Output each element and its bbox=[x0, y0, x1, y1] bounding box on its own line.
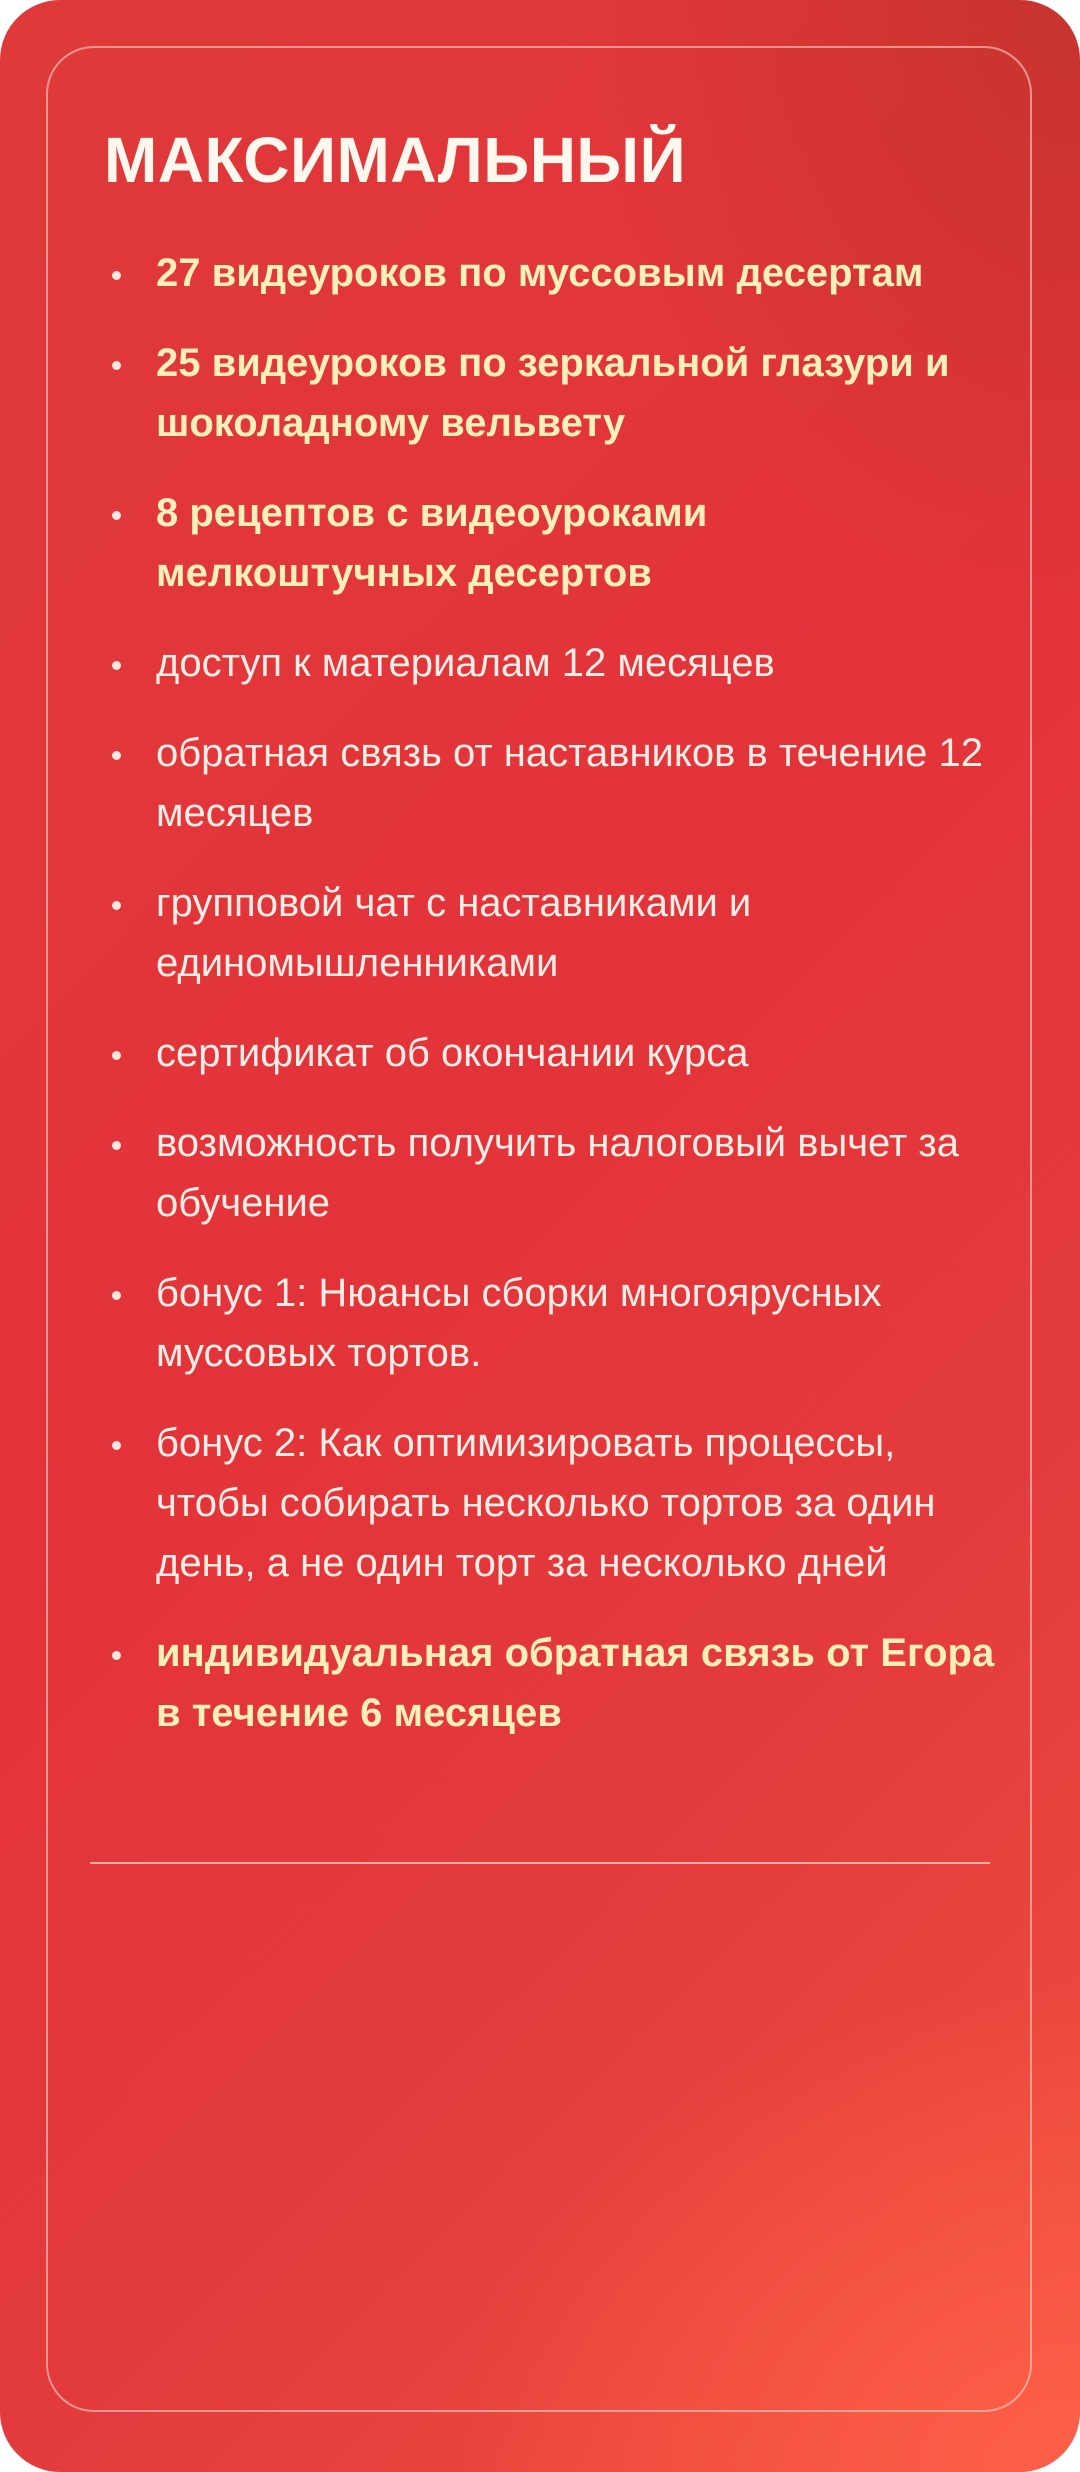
feature-text: обратная связь от наставников в течение 12 месяцев bbox=[156, 731, 983, 835]
bullet-icon bbox=[112, 361, 121, 370]
feature-item bbox=[104, 723, 1004, 843]
feature-text: групповой чат с наставниками и единомышленниками bbox=[156, 881, 752, 985]
feature-text: 25 видеуроков по зеркальной глазури и шоколадному вельвету bbox=[156, 341, 950, 445]
bullet-icon bbox=[112, 1651, 121, 1660]
bullet-icon bbox=[112, 661, 121, 670]
section-divider bbox=[90, 1862, 990, 1864]
bullet-icon bbox=[112, 271, 121, 280]
bullet-icon bbox=[112, 751, 121, 760]
feature-text: бонус 2: Как оптимизировать процессы, чтобы собирать несколько тортов за один день, а не один торт за несколько дней bbox=[156, 1421, 936, 1585]
feature-item bbox=[104, 243, 1004, 303]
feature-item bbox=[104, 1263, 1004, 1383]
feature-item bbox=[104, 873, 1004, 993]
feature-item bbox=[104, 333, 1004, 453]
feature-text: 8 рецептов с видеоуроками мелкоштучных десертов bbox=[156, 491, 708, 595]
bullet-icon bbox=[112, 1291, 121, 1300]
feature-item bbox=[104, 1113, 1004, 1233]
bullet-icon bbox=[112, 511, 121, 520]
feature-item bbox=[104, 483, 1004, 603]
bullet-icon bbox=[112, 1441, 121, 1450]
feature-text: бонус 1: Нюансы сборки многоярусных муссовых тортов. bbox=[156, 1271, 882, 1375]
bullet-icon bbox=[112, 1141, 121, 1150]
bullet-icon bbox=[112, 1051, 121, 1060]
bullet-icon bbox=[112, 901, 121, 910]
feature-item bbox=[104, 1023, 1004, 1083]
feature-item bbox=[104, 633, 1004, 693]
feature-text: возможность получить налоговый вычет за обучение bbox=[156, 1121, 959, 1225]
feature-text: доступ к материалам 12 месяцев bbox=[156, 641, 775, 685]
feature-text: 27 видеуроков по муссовым десертам bbox=[156, 251, 924, 295]
feature-item bbox=[104, 1623, 1004, 1743]
plan-title: МАКСИМАЛЬНЫЙ bbox=[104, 124, 687, 196]
feature-text: индивидуальная обратная связь от Егора в течение 6 месяцев bbox=[156, 1631, 995, 1735]
feature-text: сертификат об окончании курса bbox=[156, 1031, 749, 1075]
feature-list bbox=[104, 243, 1004, 1773]
feature-item bbox=[104, 1413, 1004, 1593]
